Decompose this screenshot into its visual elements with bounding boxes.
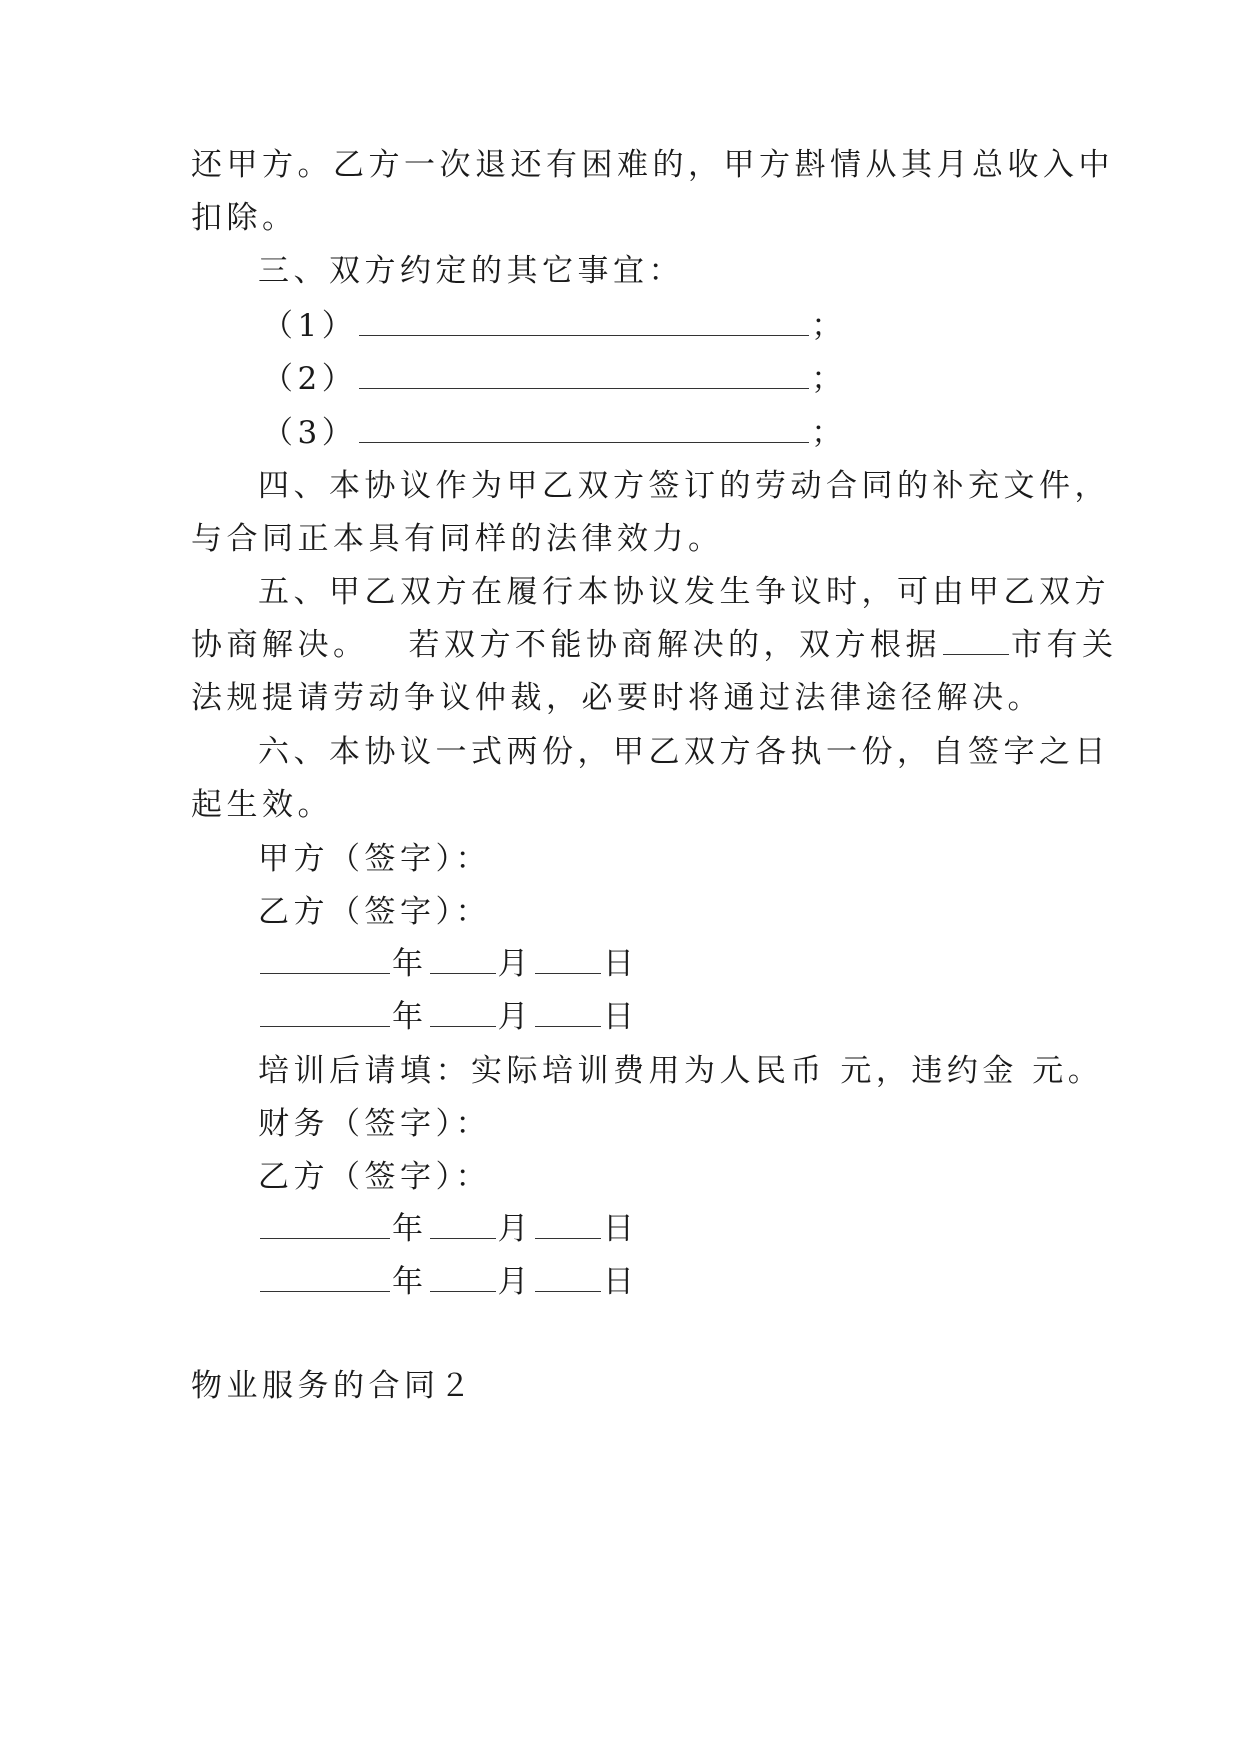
section-5-text-a: 协商解决。 (191, 627, 369, 663)
day-blank[interactable] (535, 996, 601, 1027)
month-label: 月 (497, 1264, 533, 1300)
section-5-text-c: 市有关 (1011, 627, 1118, 663)
date-line (258, 1207, 639, 1251)
fill-blank[interactable] (359, 358, 809, 389)
next-section-title: 物业服务的合同２ (191, 1368, 475, 1404)
section-3-heading: 三、双方约定的其它事宜： (258, 253, 684, 289)
party-b-signature-2: 乙方（签字）： (258, 1159, 491, 1195)
clause-item-end: ； (811, 361, 847, 397)
date-line (258, 1260, 639, 1304)
party-b-signature: 乙方（签字）： (258, 894, 491, 930)
section-5-text-b: 若双方不能协商解决的，双方根据 (408, 627, 941, 663)
section-4-line-1: 四、本协议作为甲乙双方签订的劳动合同的补充文件， (258, 468, 1110, 504)
clause-item-label: （2） (262, 361, 358, 397)
date-line (258, 995, 639, 1039)
day-blank[interactable] (535, 1261, 601, 1292)
month-label: 月 (497, 946, 533, 982)
city-blank[interactable] (943, 624, 1009, 655)
clause-item-2 (262, 357, 847, 401)
continuation-line-1: 还甲方。乙方一次退还有困难的，甲方斟情从其月总收入中 (191, 147, 1114, 183)
year-label: 年 (392, 999, 428, 1035)
month-blank[interactable] (430, 943, 496, 974)
fill-blank[interactable] (359, 412, 809, 443)
year-blank[interactable] (260, 943, 390, 974)
section-5-line-2 (191, 623, 1118, 667)
section-4-line-2: 与合同正本具有同样的法律效力。 (191, 521, 724, 557)
section-5-line-3: 法规提请劳动争议仲裁，必要时将通过法律途径解决。 (191, 680, 1043, 716)
day-blank[interactable] (535, 943, 601, 974)
year-label: 年 (392, 1264, 428, 1300)
month-blank[interactable] (430, 1208, 496, 1239)
section-5-line-1: 五、甲乙双方在履行本协议发生争议时，可由甲乙双方 (258, 574, 1110, 610)
clause-item-3 (262, 411, 847, 455)
clause-item-end: ； (811, 415, 847, 451)
year-blank[interactable] (260, 1208, 390, 1239)
year-label: 年 (392, 1211, 428, 1247)
day-label: 日 (603, 999, 639, 1035)
section-6-line-1: 六、本协议一式两份，甲乙双方各执一份，自签字之日 (258, 734, 1110, 770)
clause-item-1 (262, 304, 847, 348)
day-label: 日 (603, 1264, 639, 1300)
day-label: 日 (603, 1211, 639, 1247)
clause-item-label: （3） (262, 415, 358, 451)
year-blank[interactable] (260, 1261, 390, 1292)
section-6-line-2: 起生效。 (191, 787, 333, 823)
year-label: 年 (392, 946, 428, 982)
fill-blank[interactable] (359, 305, 809, 336)
party-a-signature: 甲方（签字）： (258, 841, 491, 877)
finance-signature: 财务（签字）： (258, 1106, 491, 1142)
day-label: 日 (603, 946, 639, 982)
clause-item-end: ； (811, 308, 847, 344)
month-label: 月 (497, 999, 533, 1035)
month-blank[interactable] (430, 996, 496, 1027)
date-line (258, 942, 639, 986)
after-training-note: 培训后请填：实际培训费用为人民币 元，违约金 元。 (258, 1053, 1104, 1089)
month-blank[interactable] (430, 1261, 496, 1292)
day-blank[interactable] (535, 1208, 601, 1239)
continuation-line-2: 扣除。 (191, 200, 298, 236)
clause-item-label: （1） (262, 308, 358, 344)
year-blank[interactable] (260, 996, 390, 1027)
month-label: 月 (497, 1211, 533, 1247)
